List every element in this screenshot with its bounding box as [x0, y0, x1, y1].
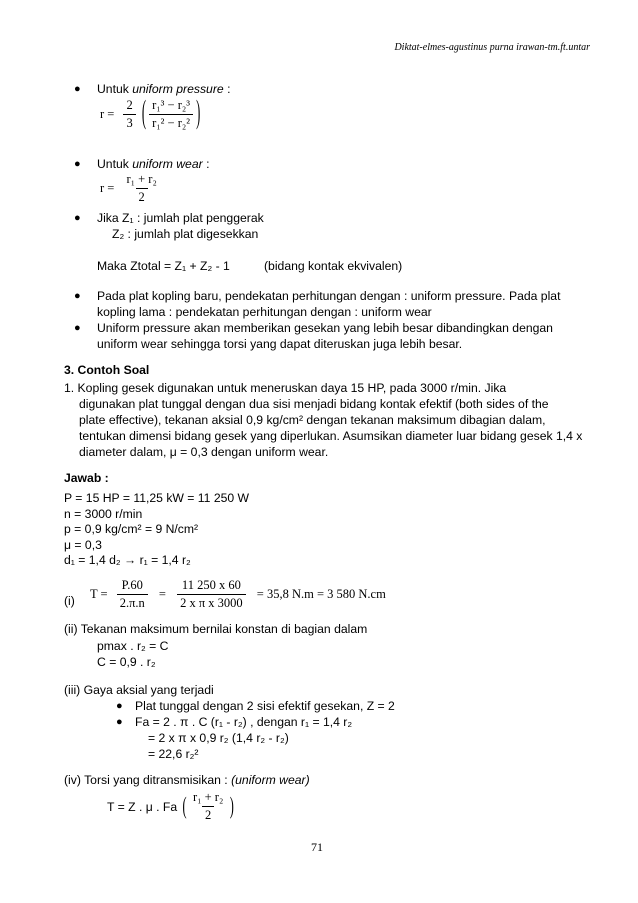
right-paren: ) [229, 791, 234, 820]
ztotal-line: Maka Ztotal = Z₁ + Z₂ - 1 [97, 259, 230, 273]
heading-colon: : [223, 82, 231, 96]
bullet-dot: ● [116, 716, 123, 728]
up-line-1: Uniform pressure akan memberikan gesekan yang lebih besar dibandingkan dengan [97, 321, 553, 335]
left-paren: ( [141, 94, 147, 131]
eq-frac [190, 790, 226, 823]
right-paren: ) [196, 94, 201, 131]
bullet-dot: ● [74, 158, 81, 170]
heading-text: Untuk [97, 82, 133, 96]
frac-num: P.60 [121, 578, 143, 592]
ztotal-note: (bidang kontak ekvivalen) [264, 259, 403, 273]
frac-num: r₁ + r₂ [126, 172, 157, 186]
step-iv-equation [107, 790, 234, 823]
step-iii-line-4: = 22,6 r₂² [148, 747, 199, 761]
step-ii-title: (ii) Tekanan maksimum bernilai konstan di bagian dalam [64, 622, 368, 636]
step-iv-title [64, 773, 310, 787]
frac-den: 2 [202, 806, 214, 823]
frac-den: 2 [136, 188, 148, 205]
bullet-dot: ● [74, 212, 81, 224]
formula-lhs: r = [100, 107, 115, 121]
given-speed: n = 3000 r/min [64, 507, 143, 521]
heading-italic: uniform wear [132, 157, 203, 171]
given-power: P = 15 HP = 11,25 kW = 11 250 W [64, 491, 250, 505]
heading-colon: : [202, 157, 210, 171]
step-iii-title: (iii) Gaya aksial yang terjadi [64, 683, 214, 697]
eq-lhs: T = Z . μ . Fa [107, 799, 178, 814]
eq-result: = 35,8 N.m = 3 580 N.cm [256, 587, 386, 601]
kopling-line-2: kopling lama : pendekatan perhitungan dengan : uniform wear [97, 305, 432, 319]
frac-den: 2 x π x 3000 [177, 594, 246, 611]
frac-num: r₁³ − r₂³ [152, 98, 190, 112]
frac-num: 11 250 x 60 [181, 578, 241, 592]
eq-lhs: T = [90, 587, 108, 601]
step-i-equation [90, 578, 386, 611]
bullet-dot: ● [74, 290, 81, 302]
heading-text: Untuk [97, 157, 133, 171]
step-iii-line-3: = 2 x π x 0,9 r₂ (1,4 r₂ - r₂) [148, 731, 289, 745]
z2-line: Z₂ : jumlah plat digesekkan [112, 227, 259, 241]
up-line-2: uniform wear sehingga torsi yang dapat diteruskan juga lebih besar. [97, 337, 463, 351]
kopling-line-1: Pada plat kopling baru, pendekatan perhitungan dengan : uniform pressure. Pada plat [97, 289, 561, 303]
title-text: (iv) Torsi yang ditransmisikan : [64, 773, 232, 787]
problem-line-2: digunakan plat tunggal dengan dua sisi menjadi bidang kontak efektif (both sides of the [79, 397, 549, 411]
problem-line-5: diameter dalam, μ = 0,3 dengan uniform wear. [79, 445, 329, 459]
bullet-dot: ● [74, 83, 81, 95]
frac-den: 2.π.n [117, 594, 148, 611]
left-paren: ( [182, 791, 187, 820]
step-ii-line-2: C = 0,9 . r₂ [97, 655, 156, 669]
problem-line-1: 1. Kopling gesek digunakan untuk meneruskan daya 15 HP, pada 3000 r/min. Jika [64, 381, 507, 395]
equals-sign: = [158, 587, 166, 601]
uniform-wear-heading [97, 157, 209, 171]
formula-coef [123, 98, 135, 131]
step-iii-bullet-1: Plat tunggal dengan 2 sisi efektif gesekan, Z = 2 [135, 699, 395, 713]
coef-den: 3 [123, 114, 135, 131]
given-mu: μ = 0,3 [64, 538, 102, 552]
step-i-label: (i) [64, 594, 75, 608]
formula-lhs: r = [100, 181, 115, 195]
problem-line-3: plate effective), tekanan aksial 0,9 kg/cm² dengan tekanan maksimum dibagian dalam, [79, 413, 546, 427]
step-ii-line-1: pmax . r₂ = C [97, 639, 169, 653]
bullet-dot: ● [74, 322, 81, 334]
eq-frac-1 [117, 578, 148, 611]
page-number: 71 [311, 840, 323, 854]
eq-frac-2 [177, 578, 246, 611]
heading-italic: uniform pressure [132, 82, 224, 96]
formula-frac [149, 98, 193, 131]
z1-line: Jika Z₁ : jumlah plat penggerak [97, 211, 264, 225]
title-italic: (uniform wear) [231, 773, 310, 787]
formula-uniform-pressure [100, 94, 201, 131]
frac-num: r₁ + r₂ [192, 790, 224, 804]
bullet-dot: ● [116, 700, 123, 712]
given-diameter: d₁ = 1,4 d₂ → r₁ = 1,4 r₂ [64, 553, 191, 567]
given-pressure: p = 0,9 kg/cm² = 9 N/cm² [64, 522, 199, 536]
uniform-pressure-heading [97, 82, 230, 96]
frac-den: r₁² − r₂² [149, 114, 193, 131]
formula-frac [123, 172, 159, 205]
problem-line-4: tentukan dimensi bidang gesek yang diperlukan. Asumsikan diameter luar bidang gesek 1,4 x [79, 429, 583, 443]
jawab-title: Jawab : [64, 471, 109, 485]
page-header: Diktat-elmes-agustinus purna irawan-tm.ft.untar [394, 42, 590, 53]
formula-uniform-wear [100, 172, 160, 205]
section-title: 3. Contoh Soal [64, 363, 150, 377]
coef-num: 2 [126, 98, 133, 112]
step-iii-bullet-2: Fa = 2 . π . C (r₁ - r₂) , dengan r₁ = 1,4 r₂ [135, 715, 353, 729]
